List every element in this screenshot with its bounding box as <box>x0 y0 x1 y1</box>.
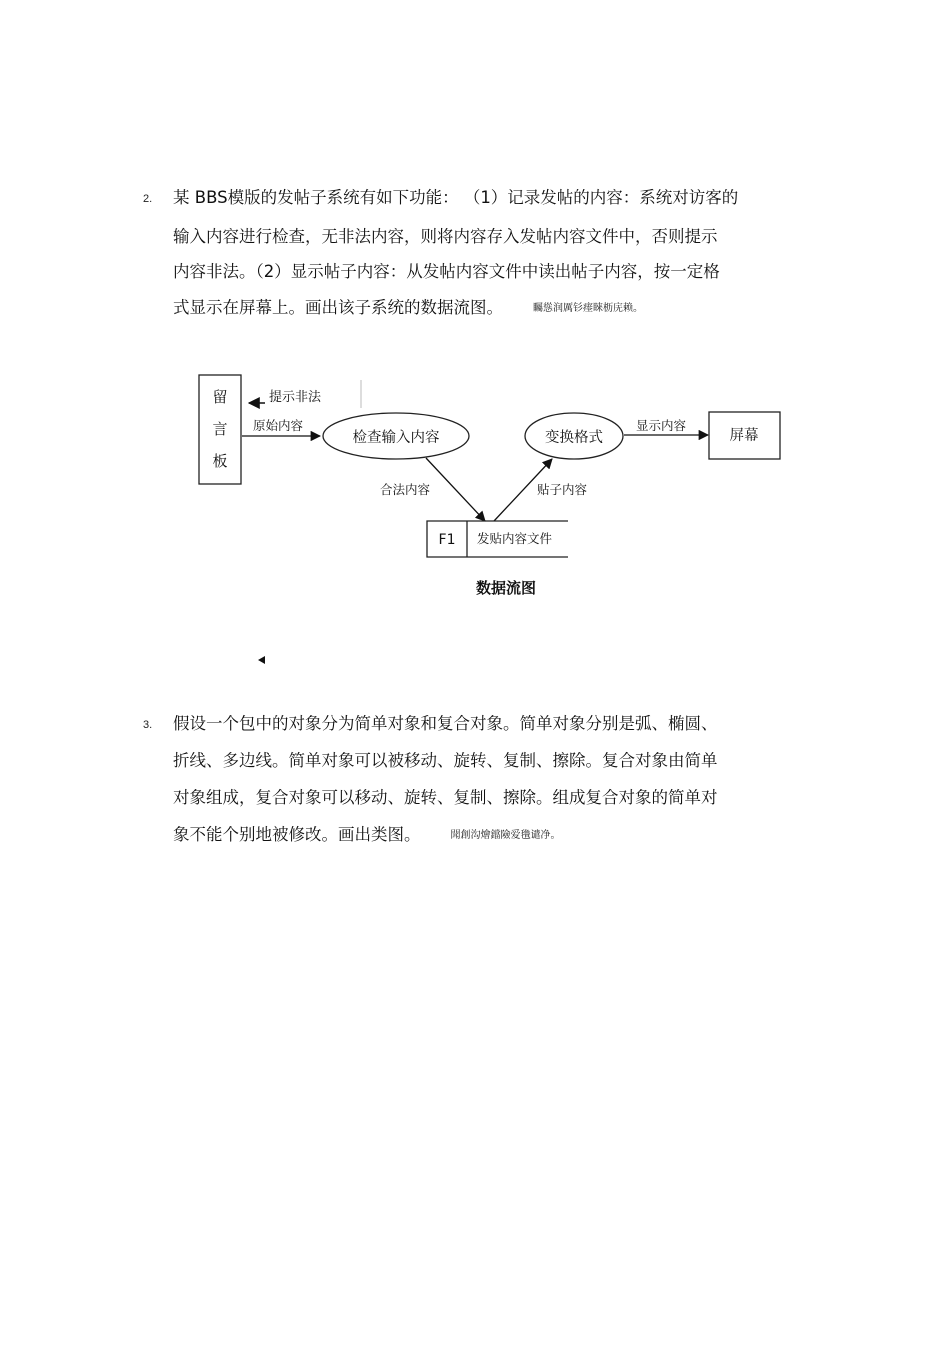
source-char-2: 言 <box>212 420 228 438</box>
process-check-label: 检查输入内容 <box>352 430 440 446</box>
question-2-number: 2. <box>143 193 153 205</box>
question-2-line-2: 输入内容进行检查，无非法内容，则将内容存入发帖内容文件中，否则提示 <box>173 227 718 246</box>
question-2-line-4-text: 式显示在屏幕上。画出该子系统的数据流图。 <box>173 298 503 317</box>
diagram-caption: 数据流图 <box>476 579 537 597</box>
question-2-line-3: 内容非法。（2）显示帖子内容：从发帖内容文件中读出帖子内容，按一定格 <box>173 262 720 281</box>
source-char-3: 板 <box>212 452 228 470</box>
question-3-line-4-text: 象不能个别地被修改。画出类图。 <box>173 825 421 844</box>
process-format-label: 变换格式 <box>545 430 603 446</box>
label-display: 显示内容 <box>636 418 687 433</box>
label-post: 贴子内容 <box>537 482 588 497</box>
question-3-line-3: 对象组成，复合对象可以移动、旋转、复制、擦除。组成复合对象的简单对 <box>173 788 718 807</box>
data-store-name: 发贴内容文件 <box>477 531 553 546</box>
data-store-id: F1 <box>438 532 456 548</box>
question-3-number: 3. <box>143 719 153 731</box>
question-3-line-4 <box>173 824 561 847</box>
label-raw: 原始内容 <box>253 418 304 433</box>
source-char-1: 留 <box>212 388 228 406</box>
sink-screen-label: 屏幕 <box>729 428 759 444</box>
left-triangle-marker <box>258 656 265 664</box>
question-3-noise-text: 聞創沟燴鐺險爱氇谴净。 <box>450 830 561 841</box>
question-2-line-1: 某 BBS模版的发帖子系统有如下功能： （1）记录发帖的内容：系统对访客的 <box>173 188 739 207</box>
label-illegal: 提示非法 <box>269 390 322 405</box>
legal-flow-arrow <box>426 458 485 521</box>
question-3-line-2: 折线、多边线。简单对象可以被移动、旋转、复制、擦除。复合对象由简单 <box>173 751 718 770</box>
question-2-noise-text: 矚慫润厲钐瘗睞枥庑赖。 <box>533 303 643 314</box>
question-3-line-1: 假设一个包中的对象分为简单对象和复合对象。简单对象分别是弧、椭圆、 <box>173 714 718 733</box>
label-legal: 合法内容 <box>380 482 431 497</box>
